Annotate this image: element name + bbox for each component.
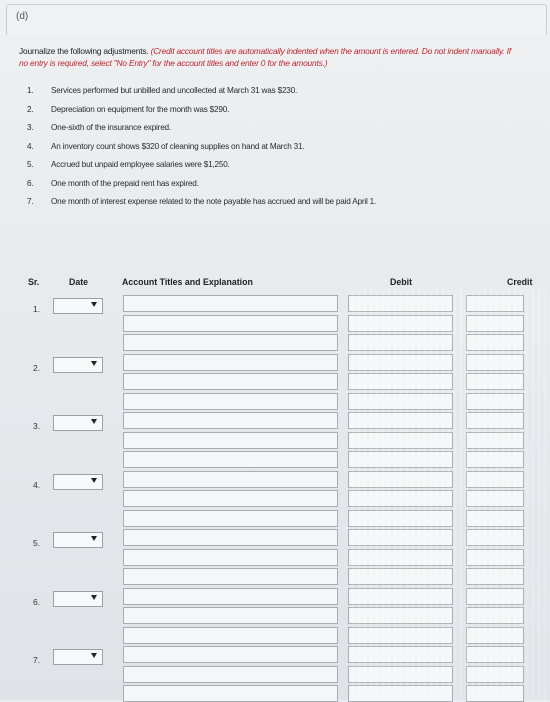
- credit-input[interactable]: [466, 529, 524, 546]
- date-select[interactable]: [53, 357, 103, 373]
- credit-input[interactable]: [466, 510, 524, 527]
- account-title-input[interactable]: [123, 588, 338, 605]
- chevron-down-icon: [91, 478, 97, 483]
- debit-input[interactable]: [348, 315, 453, 332]
- debit-input[interactable]: [348, 373, 453, 390]
- row-number: 5.: [33, 538, 41, 548]
- list-item: [27, 160, 507, 179]
- item-number: 2.: [27, 104, 34, 114]
- credit-input[interactable]: [466, 627, 524, 644]
- debit-input[interactable]: [348, 568, 453, 585]
- debit-input[interactable]: [348, 646, 453, 663]
- header-credit: Credit: [507, 277, 533, 287]
- item-number: 4.: [27, 141, 34, 151]
- debit-input[interactable]: [348, 627, 453, 644]
- row-number: 2.: [33, 362, 41, 373]
- row-number: 6.: [33, 596, 41, 607]
- account-title-input[interactable]: [123, 432, 338, 449]
- header-date: Date: [69, 277, 89, 287]
- credit-input[interactable]: [466, 432, 524, 449]
- account-title-input[interactable]: [123, 373, 338, 390]
- credit-input[interactable]: [466, 334, 524, 351]
- date-select[interactable]: [53, 649, 103, 665]
- debit-input[interactable]: [348, 588, 453, 605]
- adjustment-list: [27, 86, 507, 216]
- account-title-input[interactable]: [123, 354, 338, 371]
- instructions-note: (Credit account titles are automatically indented when the amount is entered. Do not indent manually. If no entry is required, select "No Entry" for the account titles and enter 0 for the amounts.): [19, 46, 511, 68]
- item-number: 1.: [27, 86, 34, 95]
- debit-input[interactable]: [348, 334, 453, 351]
- credit-input[interactable]: [466, 354, 524, 371]
- list-item: [27, 197, 507, 216]
- date-select[interactable]: [53, 474, 103, 490]
- debit-input[interactable]: [348, 393, 453, 410]
- row-number: 3.: [33, 421, 41, 431]
- date-select[interactable]: [53, 591, 103, 607]
- credit-input[interactable]: [466, 471, 524, 488]
- date-select[interactable]: [53, 298, 103, 314]
- item-text: One-sixth of the insurance expired.: [51, 123, 171, 132]
- account-title-input[interactable]: [123, 490, 338, 507]
- header-account-titles: Account Titles and Explanation: [122, 277, 253, 287]
- row-number: 1.: [33, 304, 41, 314]
- item-number: 3.: [27, 123, 34, 132]
- credit-input[interactable]: [466, 666, 524, 683]
- part-header: [6, 4, 547, 35]
- item-text: One month of the prepaid rent has expired.: [51, 178, 199, 188]
- item-text: One month of interest expense related to the note payable has accrued and will be paid April 1.: [51, 197, 377, 206]
- item-text: Depreciation on equipment for the month was $290.: [51, 104, 230, 114]
- chevron-down-icon: [91, 302, 97, 307]
- date-select[interactable]: [53, 415, 103, 431]
- item-text: An inventory count shows $320 of cleaning supplies on hand at March 31.: [51, 141, 305, 151]
- list-item: [27, 179, 507, 198]
- credit-input[interactable]: [466, 607, 524, 624]
- list-item: [27, 86, 507, 105]
- account-title-input[interactable]: [123, 451, 338, 468]
- list-item: [27, 142, 507, 161]
- account-title-input[interactable]: [123, 393, 338, 410]
- credit-input[interactable]: [466, 315, 524, 332]
- part-label: (d): [16, 11, 29, 22]
- account-title-input[interactable]: [123, 529, 338, 546]
- account-title-input[interactable]: [123, 607, 338, 624]
- header-debit: Debit: [390, 277, 412, 287]
- credit-input[interactable]: [466, 393, 524, 410]
- chevron-down-icon: [91, 419, 97, 424]
- debit-input[interactable]: [348, 607, 453, 624]
- item-number: 7.: [27, 197, 34, 206]
- credit-input[interactable]: [466, 549, 524, 566]
- credit-input[interactable]: [466, 451, 524, 468]
- debit-input[interactable]: [348, 451, 453, 468]
- chevron-down-icon: [91, 653, 97, 658]
- date-select[interactable]: [53, 532, 103, 548]
- item-number: 5.: [27, 160, 34, 169]
- list-item: [27, 105, 507, 124]
- row-number: 4.: [33, 479, 41, 490]
- account-title-input[interactable]: [123, 510, 338, 527]
- credit-input[interactable]: [466, 646, 524, 663]
- account-title-input[interactable]: [123, 568, 338, 585]
- debit-input[interactable]: [348, 549, 453, 566]
- account-title-input[interactable]: [123, 549, 338, 566]
- row-number: 7.: [33, 655, 41, 665]
- credit-input[interactable]: [466, 295, 524, 312]
- debit-input[interactable]: [348, 471, 453, 488]
- account-title-input[interactable]: [123, 412, 338, 429]
- account-title-input[interactable]: [123, 627, 338, 644]
- item-text: Services performed but unbilled and uncollected at March 31 was $230.: [51, 86, 298, 95]
- chevron-down-icon: [91, 536, 97, 541]
- debit-input[interactable]: [348, 412, 453, 429]
- credit-input[interactable]: [466, 685, 524, 702]
- instructions: [19, 46, 519, 69]
- debit-input[interactable]: [348, 529, 453, 546]
- account-title-input[interactable]: [123, 295, 338, 312]
- account-title-input[interactable]: [123, 334, 338, 351]
- debit-input[interactable]: [348, 666, 453, 683]
- account-title-input[interactable]: [123, 646, 338, 663]
- chevron-down-icon: [91, 361, 97, 366]
- chevron-down-icon: [91, 595, 97, 600]
- debit-input[interactable]: [348, 510, 453, 527]
- debit-input[interactable]: [348, 685, 453, 702]
- instructions-lead: Journalize the following adjustments.: [19, 46, 149, 56]
- header-sr: Sr.: [28, 277, 40, 287]
- debit-input[interactable]: [348, 295, 453, 312]
- account-title-input[interactable]: [123, 471, 338, 488]
- item-number: 6.: [27, 178, 34, 188]
- debit-input[interactable]: [348, 490, 453, 507]
- account-title-input[interactable]: [123, 666, 338, 683]
- list-item: [27, 123, 507, 142]
- debit-input[interactable]: [348, 354, 453, 371]
- credit-input[interactable]: [466, 588, 524, 605]
- credit-input[interactable]: [466, 412, 524, 429]
- debit-input[interactable]: [348, 432, 453, 449]
- account-title-input[interactable]: [123, 315, 338, 332]
- account-title-input[interactable]: [123, 685, 338, 702]
- credit-input[interactable]: [466, 568, 524, 585]
- credit-input[interactable]: [466, 490, 524, 507]
- item-text: Accrued but unpaid employee salaries were $1,250.: [51, 160, 230, 169]
- credit-input[interactable]: [466, 373, 524, 390]
